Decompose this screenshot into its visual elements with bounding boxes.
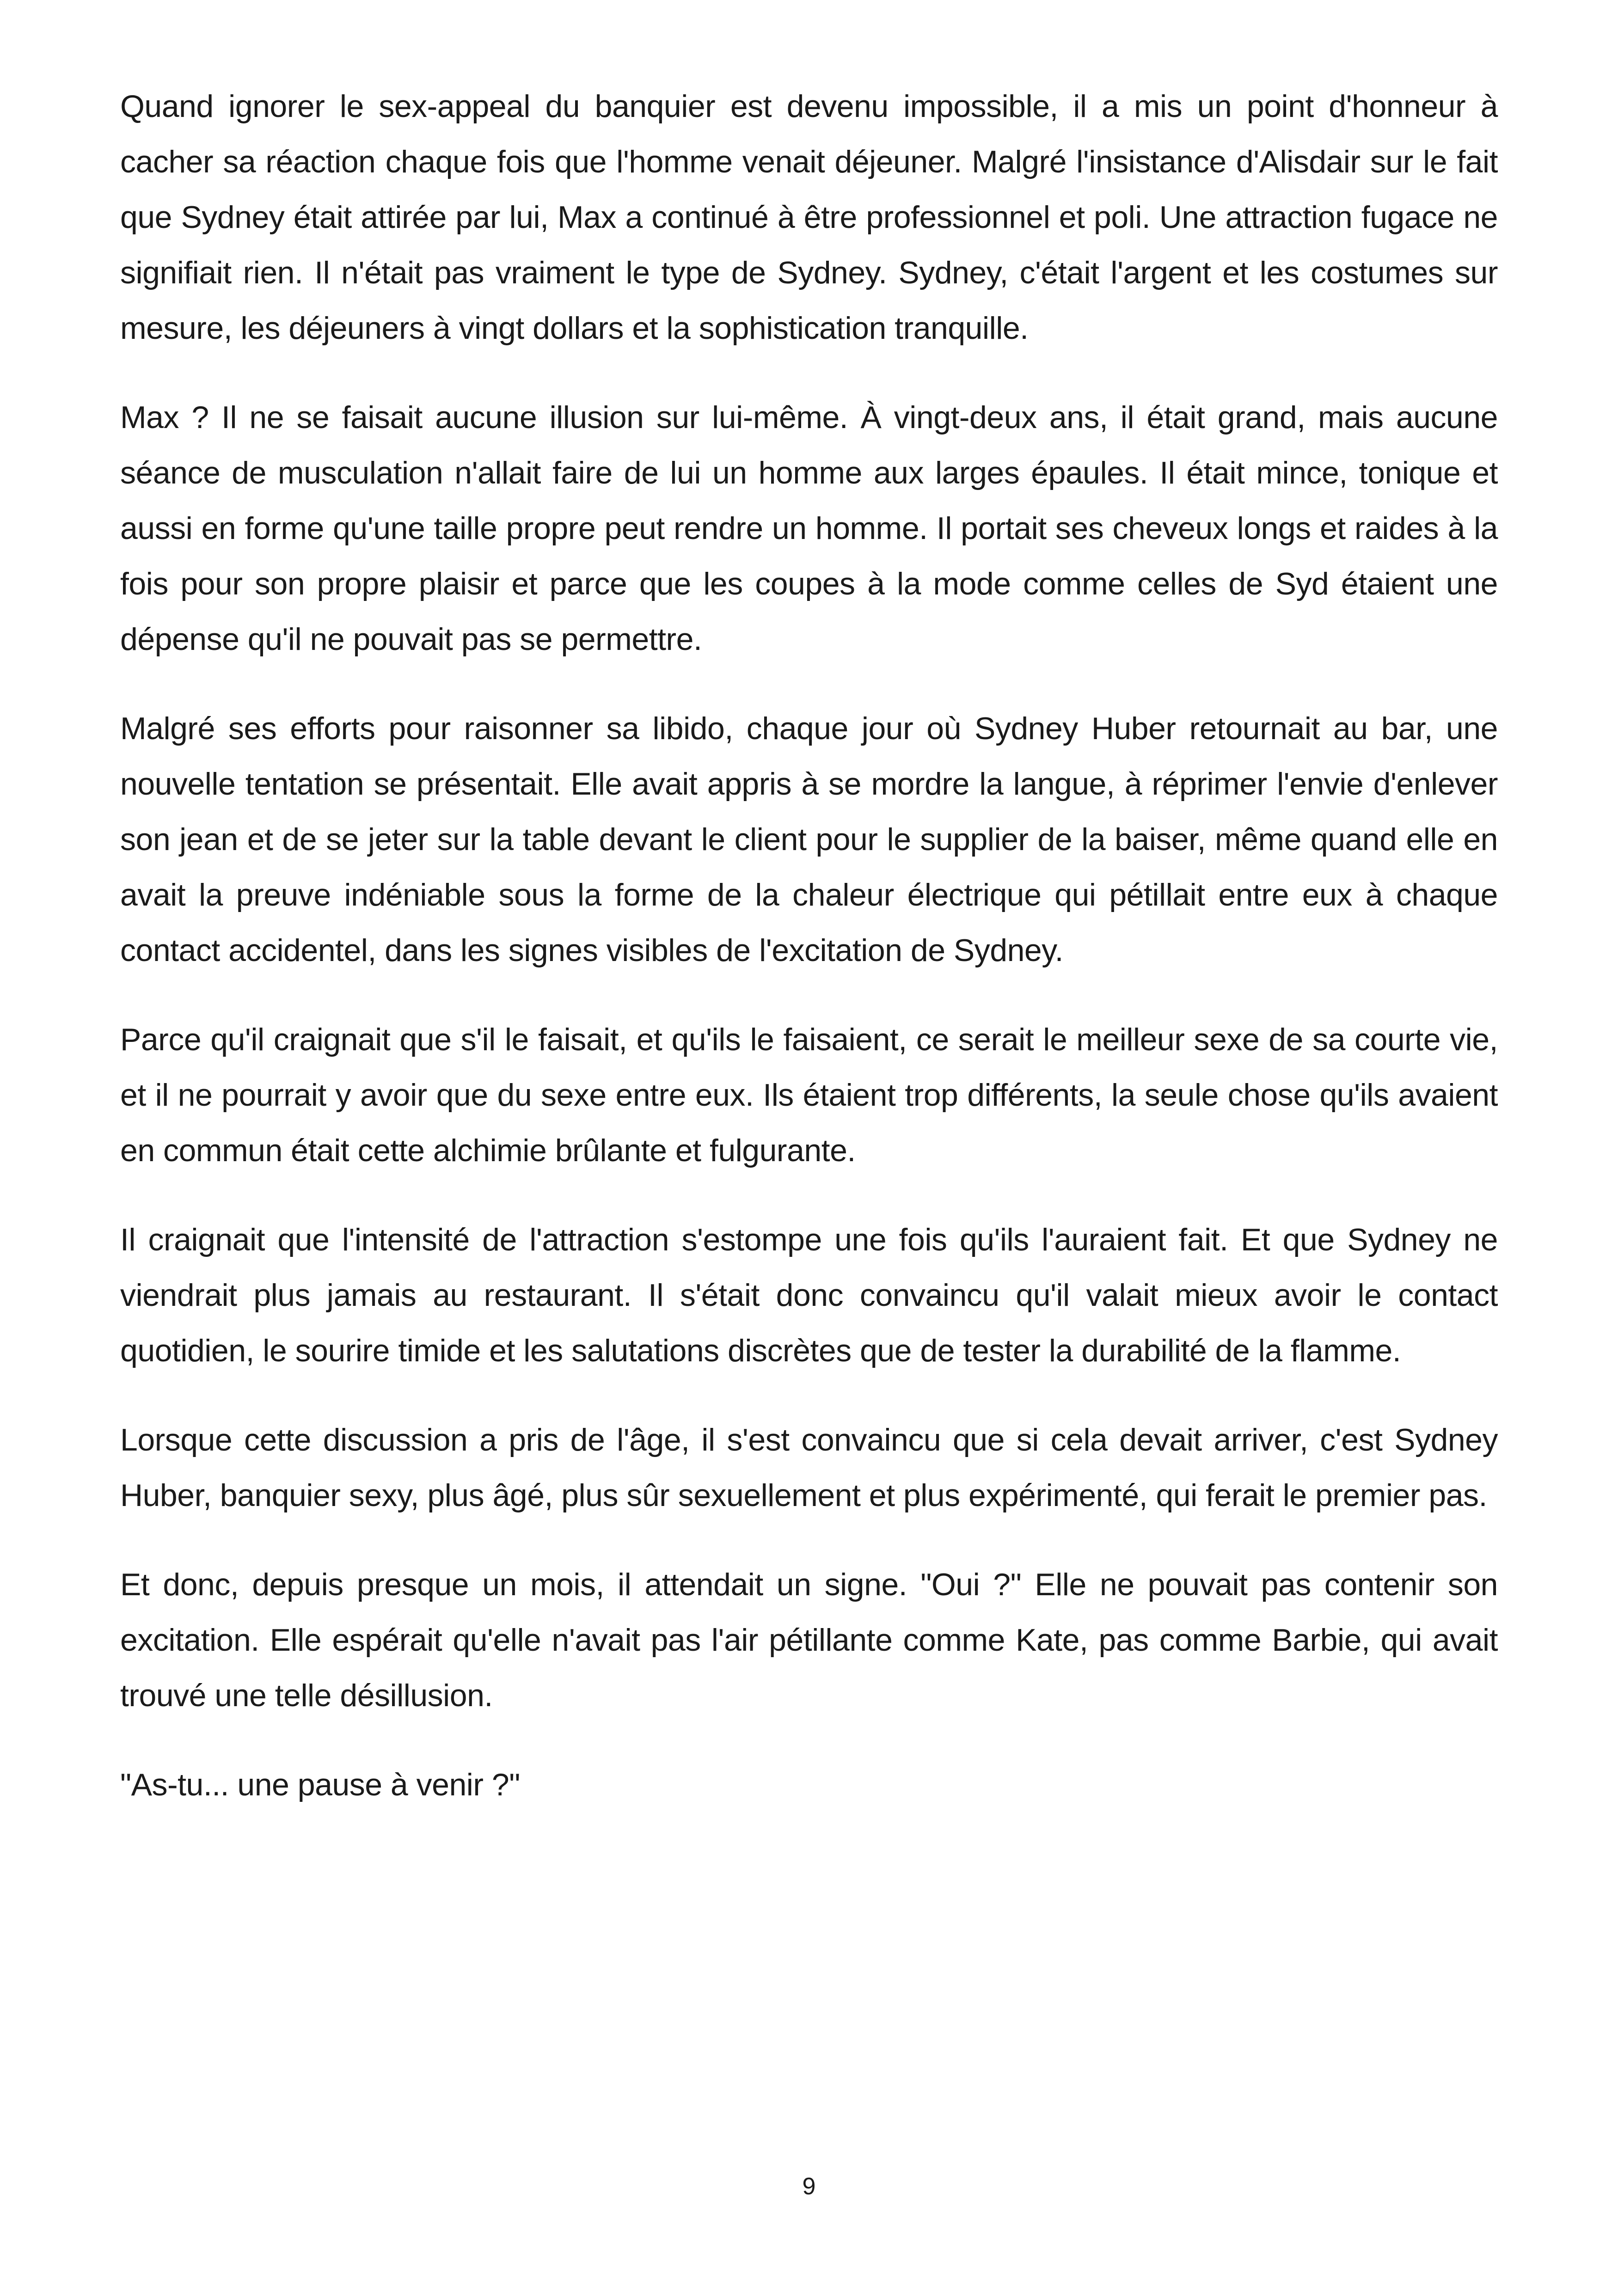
page-number: 9 — [802, 2173, 816, 2200]
paragraph: Malgré ses efforts pour raisonner sa libido, chaque jour où Sydney Huber retournait au bar, une nouvelle tentation se présentait. Elle avait appris à se mordre la langue, à réprimer l'envie d'enlever son jean et de se jeter sur la table devant le client pour le supplier de la baiser, même quand elle en avait la preuve indéniable sous la forme de la chaleur électrique qui pétillait entre eux à chaque contact accidentel, dans les signes visibles de l'excitation de Sydney. — [120, 711, 1498, 968]
paragraph: Max ? Il ne se faisait aucune illusion sur lui-même. À vingt-deux ans, il était grand, mais aucune séance de musculation n'allait faire de lui un homme aux larges épaules. Il était mince, tonique et aussi en forme qu'une taille propre peut rendre un homme. Il portait ses cheveux longs et raides à la fois pour son propre plaisir et parce que les coupes à la mode comme celles de Syd étaient une dépense qu'il ne pouvait pas se permettre. — [120, 400, 1498, 657]
body-text — [120, 79, 1498, 1846]
paragraph: "As-tu... une pause à venir ?" — [120, 1767, 520, 1802]
paragraph: Il craignait que l'intensité de l'attraction s'estompe une fois qu'ils l'auraient fait. Et que Sydney ne viendrait plus jamais au restaurant. Il s'était donc convaincu qu'il valait mieux avoir le contact quotidien, le sourire timide et les salutations discrètes que de tester la durabilité de la flamme. — [120, 1222, 1498, 1368]
paragraph: Parce qu'il craignait que s'il le faisait, et qu'ils le faisaient, ce serait le meilleur sexe de sa courte vie, et il ne pourrait y avoir que du sexe entre eux. Ils étaient trop différents, la seule chose qu'ils avaient en commun était cette alchimie brûlante et fulgurante. — [120, 1022, 1498, 1168]
paragraph: Et donc, depuis presque un mois, il attendait un signe. "Oui ?" Elle ne pouvait pas contenir son excitation. Elle espérait qu'elle n'avait pas l'air pétillante comme Kate, pas comme Barbie, qui avait trouvé une telle désillusion. — [120, 1567, 1498, 1713]
paragraph: Quand ignorer le sex-appeal du banquier est devenu impossible, il a mis un point d'honneur à cacher sa réaction chaque fois que l'homme venait déjeuner. Malgré l'insistance d'Alisdair sur le fait que Sydney était attirée par lui, Max a continué à être professionnel et poli. Une attraction fugace ne signifiait rien. Il n'était pas vraiment le type de Sydney. Sydney, c'était l'argent et les costumes sur mesure, les déjeuners à vingt dollars et la sophistication tranquille. — [120, 89, 1498, 346]
paragraph: Lorsque cette discussion a pris de l'âge, il s'est convaincu que si cela devait arriver, c'est Sydney Huber, banquier sexy, plus âgé, plus sûr sexuellement et plus expérimenté, qui ferait le premier pas. — [120, 1422, 1498, 1513]
